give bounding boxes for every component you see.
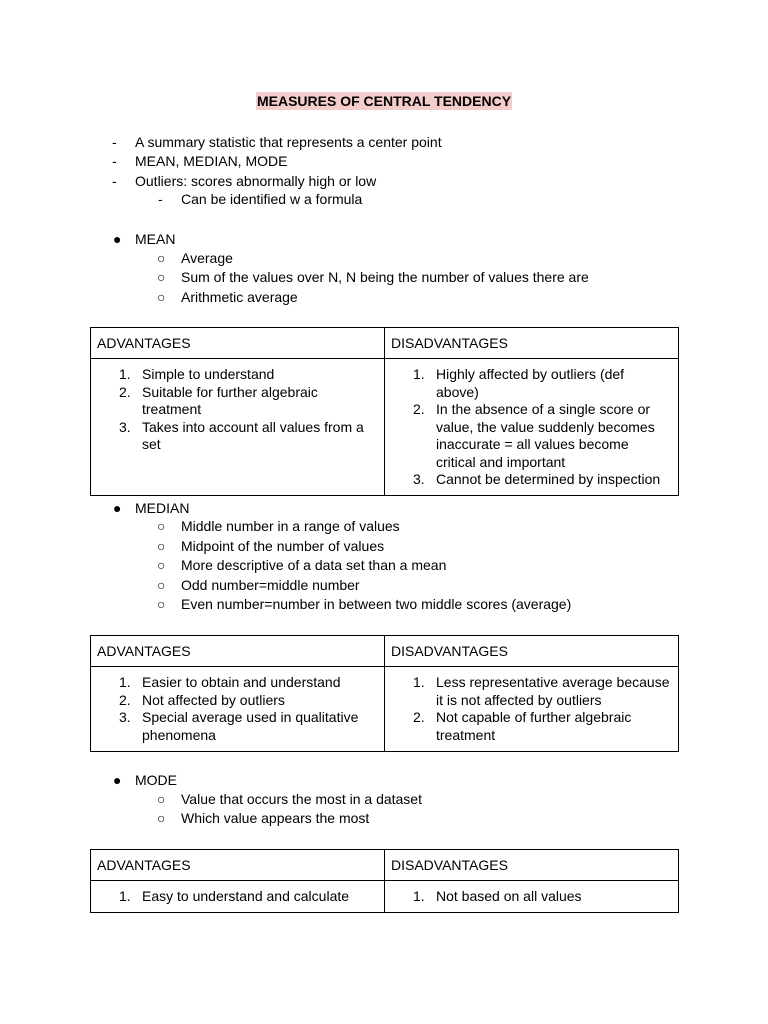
disadvantages-header: DISADVANTAGES: [385, 636, 679, 667]
mode-table: [90, 849, 679, 913]
advantages-cell: [91, 667, 385, 752]
list-item: 3. Special average used in qualitative phenomena: [119, 709, 359, 743]
circle-bullet-icon: ○: [157, 596, 166, 612]
list-item: 2. In the absence of a single score or value, the value suddenly becomes inaccurate = all values become critical and important: [413, 401, 655, 470]
list-item: Even number=number in between two middle scores (average): [181, 596, 572, 612]
dash-marker: -: [158, 191, 163, 207]
list-item: Middle number in a range of values: [181, 518, 400, 534]
circle-bullet-icon: ○: [157, 518, 166, 534]
disadvantages-cell: [385, 359, 679, 496]
disadvantages-header: DISADVANTAGES: [385, 328, 679, 359]
list-item: 1. Not based on all values: [413, 888, 582, 904]
circle-bullet-icon: ○: [157, 577, 166, 593]
circle-bullet-icon: ○: [157, 810, 166, 826]
page-title: [0, 93, 768, 109]
list-item: 3. Cannot be determined by inspection: [413, 471, 661, 487]
list-item: 1. Highly affected by outliers (def above): [413, 366, 625, 400]
mean-table: [90, 327, 679, 496]
circle-bullet-icon: ○: [157, 289, 166, 305]
dash-marker: -: [112, 173, 117, 189]
list-item: Value that occurs the most in a dataset: [181, 791, 422, 807]
list-item: Which value appears the most: [181, 810, 370, 826]
list-item: Arithmetic average: [181, 289, 298, 305]
bullet-icon: ●: [113, 231, 122, 247]
advantages-header: ADVANTAGES: [91, 850, 385, 881]
dash-marker: -: [112, 153, 117, 169]
dash-marker: -: [112, 134, 117, 150]
list-item: 2. Not affected by outliers: [119, 691, 285, 708]
median-table: [90, 635, 679, 752]
list-item: Midpoint of the number of values: [181, 538, 385, 554]
bullet-icon: ●: [113, 500, 122, 516]
circle-bullet-icon: ○: [157, 250, 166, 266]
list-subitem: Can be identified w a formula: [181, 191, 363, 207]
circle-bullet-icon: ○: [157, 557, 166, 573]
disadvantages-cell: [385, 881, 679, 913]
list-item: 1. Easier to obtain and understand: [119, 674, 341, 690]
section-heading-mean: MEAN: [135, 231, 176, 247]
list-item: Outliers: scores abnormally high or low: [135, 173, 377, 189]
list-item: 3. Takes into account all values from a set: [119, 418, 364, 452]
advantages-header: ADVANTAGES: [91, 328, 385, 359]
list-item: More descriptive of a data set than a mean: [181, 557, 447, 573]
list-item: A summary statistic that represents a center point: [135, 134, 442, 150]
list-item: 1. Simple to understand: [119, 366, 275, 382]
advantages-header: ADVANTAGES: [91, 636, 385, 667]
circle-bullet-icon: ○: [157, 791, 166, 807]
list-item: Odd number=middle number: [181, 577, 360, 593]
list-item: 2. Suitable for further algebraic treatment: [119, 383, 318, 417]
list-item: 2. Not capable of further algebraic treatment: [413, 709, 632, 743]
section-heading-mode: MODE: [135, 772, 177, 788]
section-heading-median: MEDIAN: [135, 500, 190, 516]
list-item: Average: [181, 250, 233, 266]
page-title-text: MEASURES OF CENTRAL TENDENCY: [256, 93, 512, 109]
advantages-cell: [91, 881, 385, 913]
list-item: 1. Easy to understand and calculate: [119, 888, 350, 904]
circle-bullet-icon: ○: [157, 269, 166, 285]
bullet-icon: ●: [113, 772, 122, 788]
list-item: 1. Less representative average because it is not affected by outliers: [413, 674, 670, 708]
list-item: MEAN, MEDIAN, MODE: [135, 153, 288, 169]
list-item: Sum of the values over N, N being the number of values there are: [181, 269, 589, 285]
advantages-cell: [91, 359, 385, 496]
disadvantages-cell: [385, 667, 679, 752]
circle-bullet-icon: ○: [157, 538, 166, 554]
disadvantages-header: DISADVANTAGES: [385, 850, 679, 881]
